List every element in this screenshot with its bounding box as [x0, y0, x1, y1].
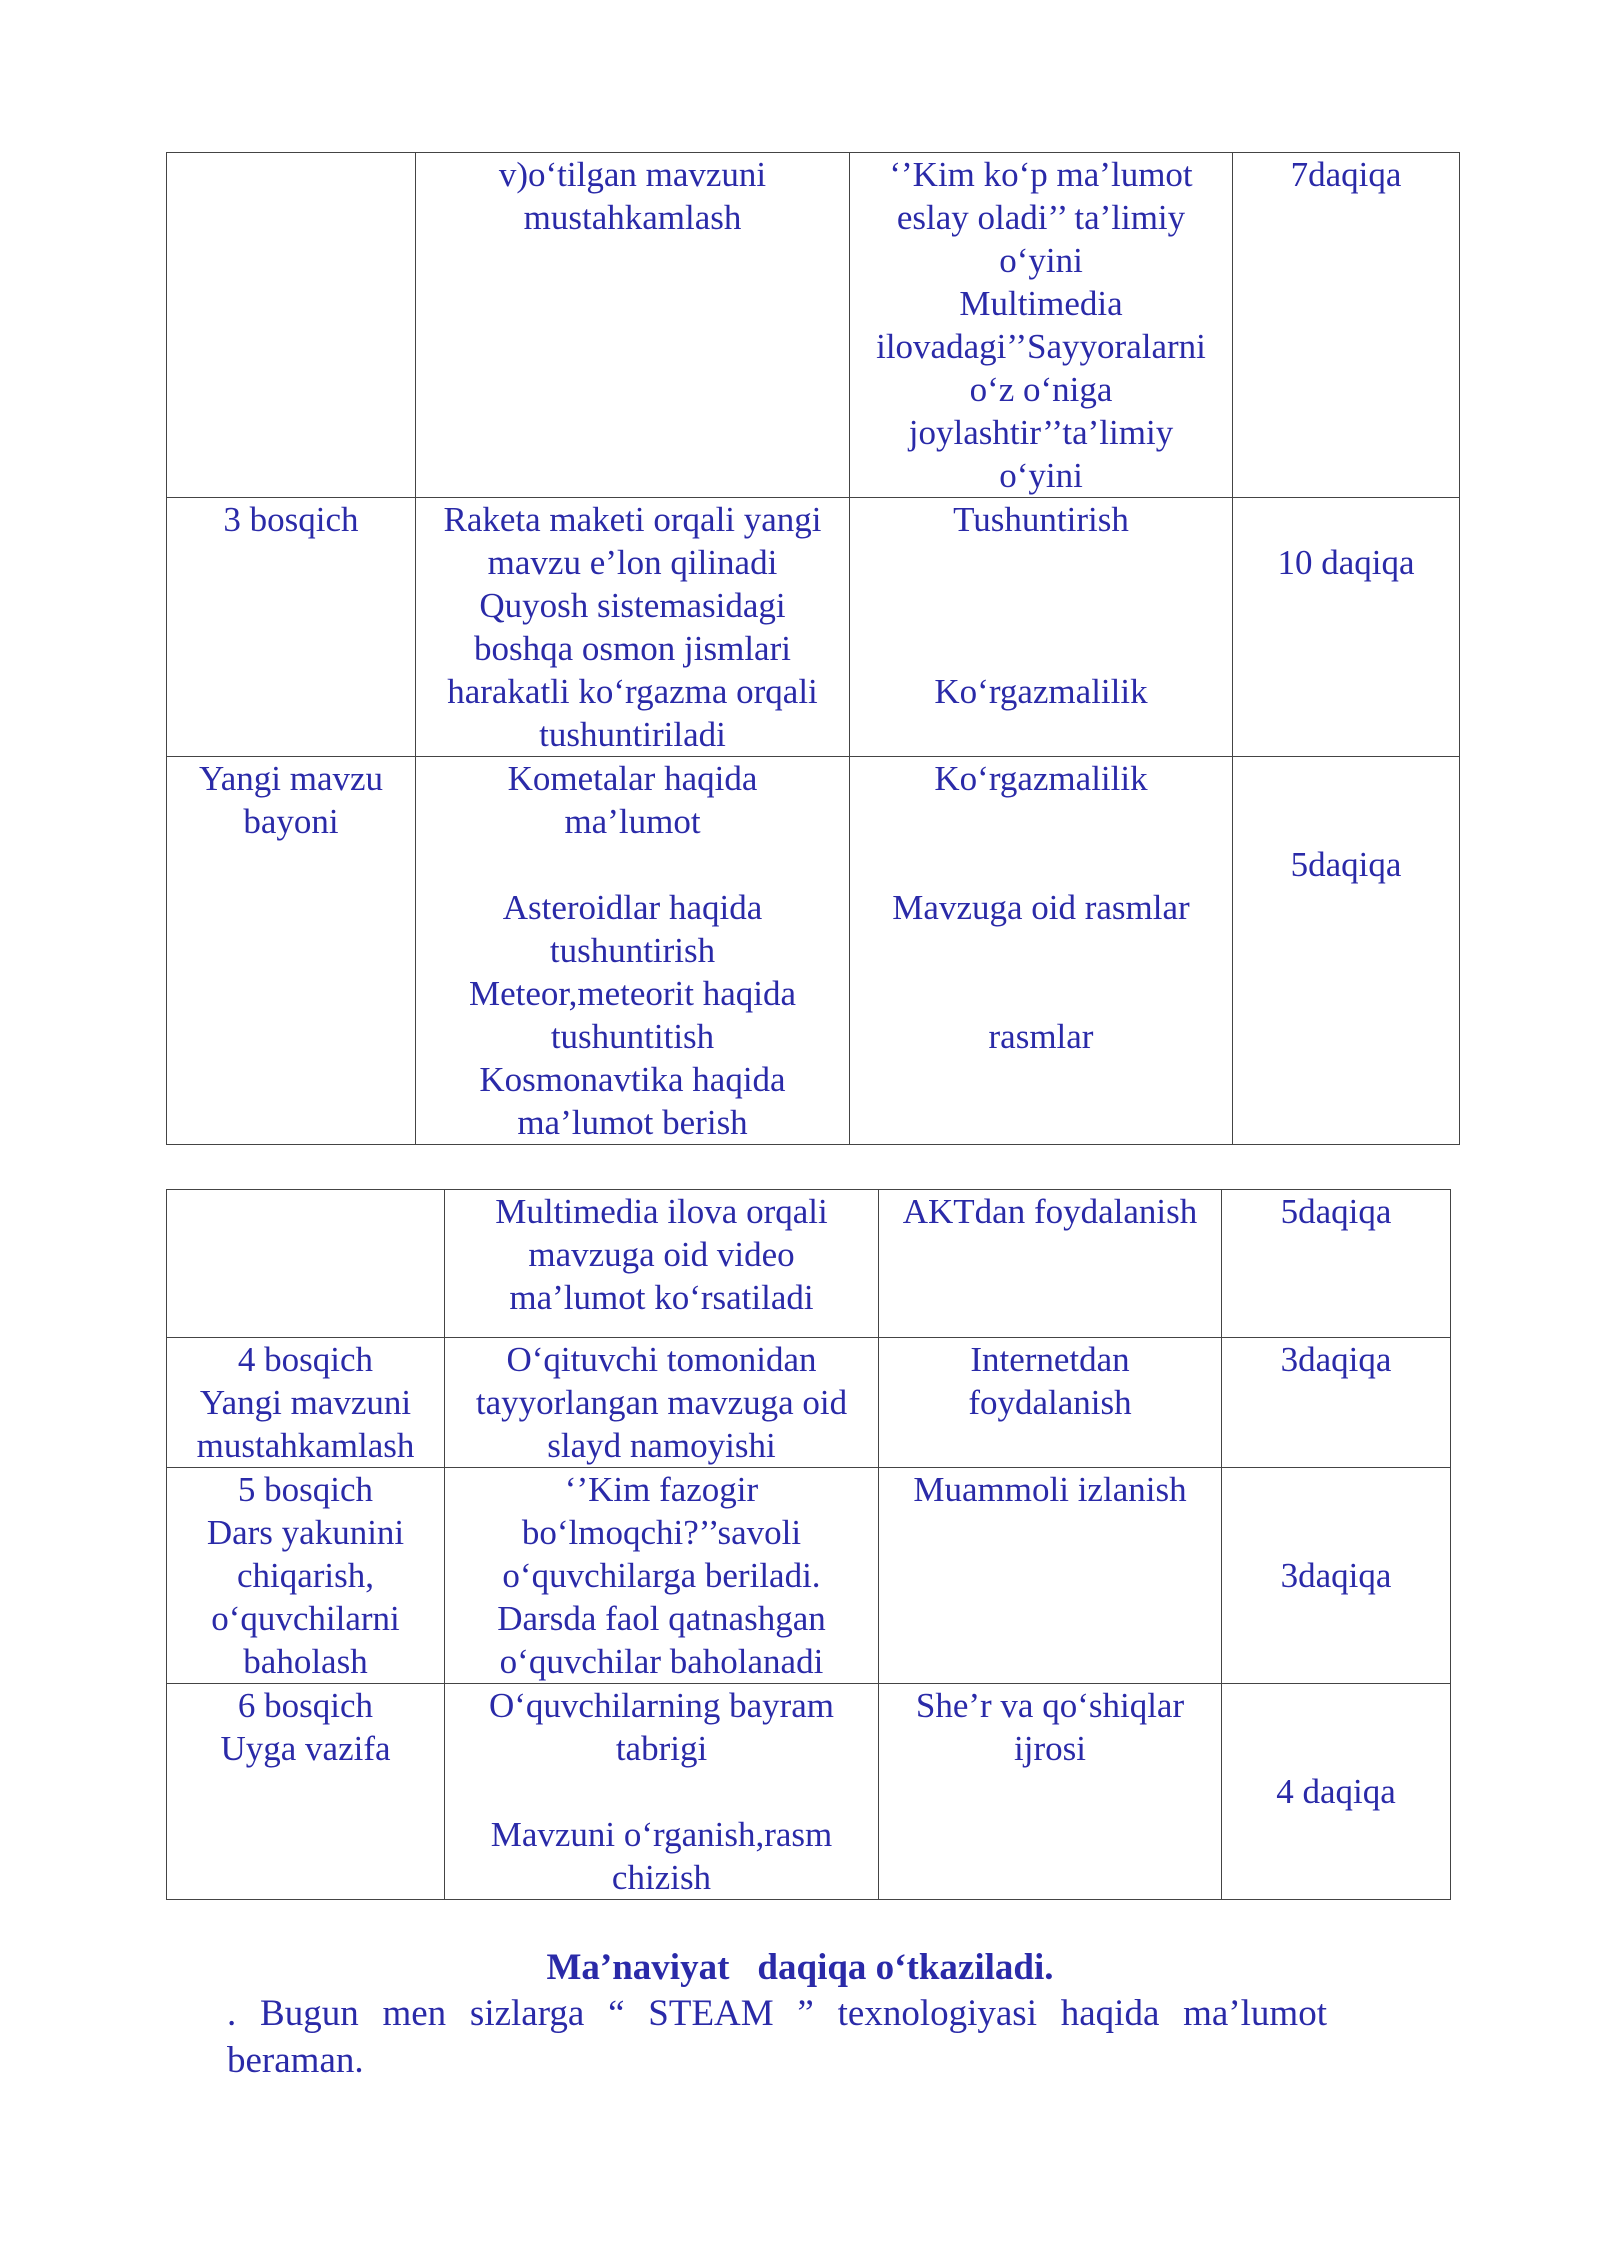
table-row [167, 757, 1460, 1145]
stage-cell: 6 bosqich Uyga vazifa [167, 1684, 445, 1900]
table-row [167, 1468, 1451, 1684]
content-cell: Raketa maketi orqali yangi mavzu e’lon qilinadi Quyosh sistemasidagi boshqa osmon jismlari harakatli ko‘rgazma orqali tushuntiriladi [416, 498, 850, 757]
method-cell: Ko‘rgazmalilik Mavzuga oid rasmlar rasmlar [850, 757, 1233, 1145]
lesson-plan-table-2 [166, 1189, 1451, 1900]
method-cell: AKTdan foydalanish [879, 1190, 1222, 1338]
content-cell: Kometalar haqida ma’lumot Asteroidlar haqida tushuntirish Meteor,meteorit haqida tushuntitish Kosmonavtika haqida ma’lumot berish [416, 757, 850, 1145]
time-cell: 3daqiqa [1222, 1338, 1451, 1468]
method-cell: She’r va qo‘shiqlar ijrosi [879, 1684, 1222, 1900]
stage-cell [167, 153, 416, 498]
heading-part-1: Ma’naviyat [546, 1947, 730, 1988]
table-row [167, 1190, 1451, 1338]
table-row [167, 153, 1460, 498]
section-heading [0, 1945, 1600, 1991]
table-row [167, 1338, 1451, 1468]
heading-part-2: daqiqa o‘tkaziladi. [757, 1947, 1054, 1988]
stage-cell: 3 bosqich [167, 498, 416, 757]
lesson-plan-table-1 [166, 152, 1460, 1145]
method-cell: Tushuntirish Ko‘rgazmalilik [850, 498, 1233, 757]
body-paragraph: . Bugun men sizlarga “ STEAM ” texnologiyasi haqida ma’lumot beraman. [227, 1993, 1327, 2081]
content-cell: ‘’Kim fazogir bo‘lmoqchi?’’savoli o‘quvchilarga beriladi. Darsda faol qatnashgan o‘quvchilar baholanadi [445, 1468, 879, 1684]
table-row [167, 498, 1460, 757]
stage-cell: 4 bosqich Yangi mavzuni mustahkamlash [167, 1338, 445, 1468]
content-cell: O‘quvchilarning bayram tabrigi Mavzuni o‘rganish,rasm chizish [445, 1684, 879, 1900]
time-cell: 3daqiqa [1222, 1468, 1451, 1684]
stage-cell: Yangi mavzu bayoni [167, 757, 416, 1145]
time-cell: 10 daqiqa [1233, 498, 1460, 757]
method-cell: Muammoli izlanish [879, 1468, 1222, 1684]
time-cell: 4 daqiqa [1222, 1684, 1451, 1900]
content-cell: Multimedia ilova orqali mavzuga oid video ma’lumot ko‘rsatiladi [445, 1190, 879, 1338]
content-cell: O‘qituvchi tomonidan tayyorlangan mavzuga oid slayd namoyishi [445, 1338, 879, 1468]
method-cell: ‘’Kim ko‘p ma’lumot eslay oladi’’ ta’limiy o‘yini Multimedia ilovadagi’’Sayyoralarni o‘z o‘niga joylashtir’’ta’limiy o‘yini [850, 153, 1233, 498]
content-cell: v)o‘tilgan mavzuni mustahkamlash [416, 153, 850, 498]
time-cell: 5daqiqa [1233, 757, 1460, 1145]
time-cell: 5daqiqa [1222, 1190, 1451, 1338]
method-cell: Internetdan foydalanish [879, 1338, 1222, 1468]
table-row [167, 1684, 1451, 1900]
time-cell: 7daqiqa [1233, 153, 1460, 498]
stage-cell [167, 1190, 445, 1338]
stage-cell: 5 bosqich Dars yakunini chiqarish, o‘quvchilarni baholash [167, 1468, 445, 1684]
